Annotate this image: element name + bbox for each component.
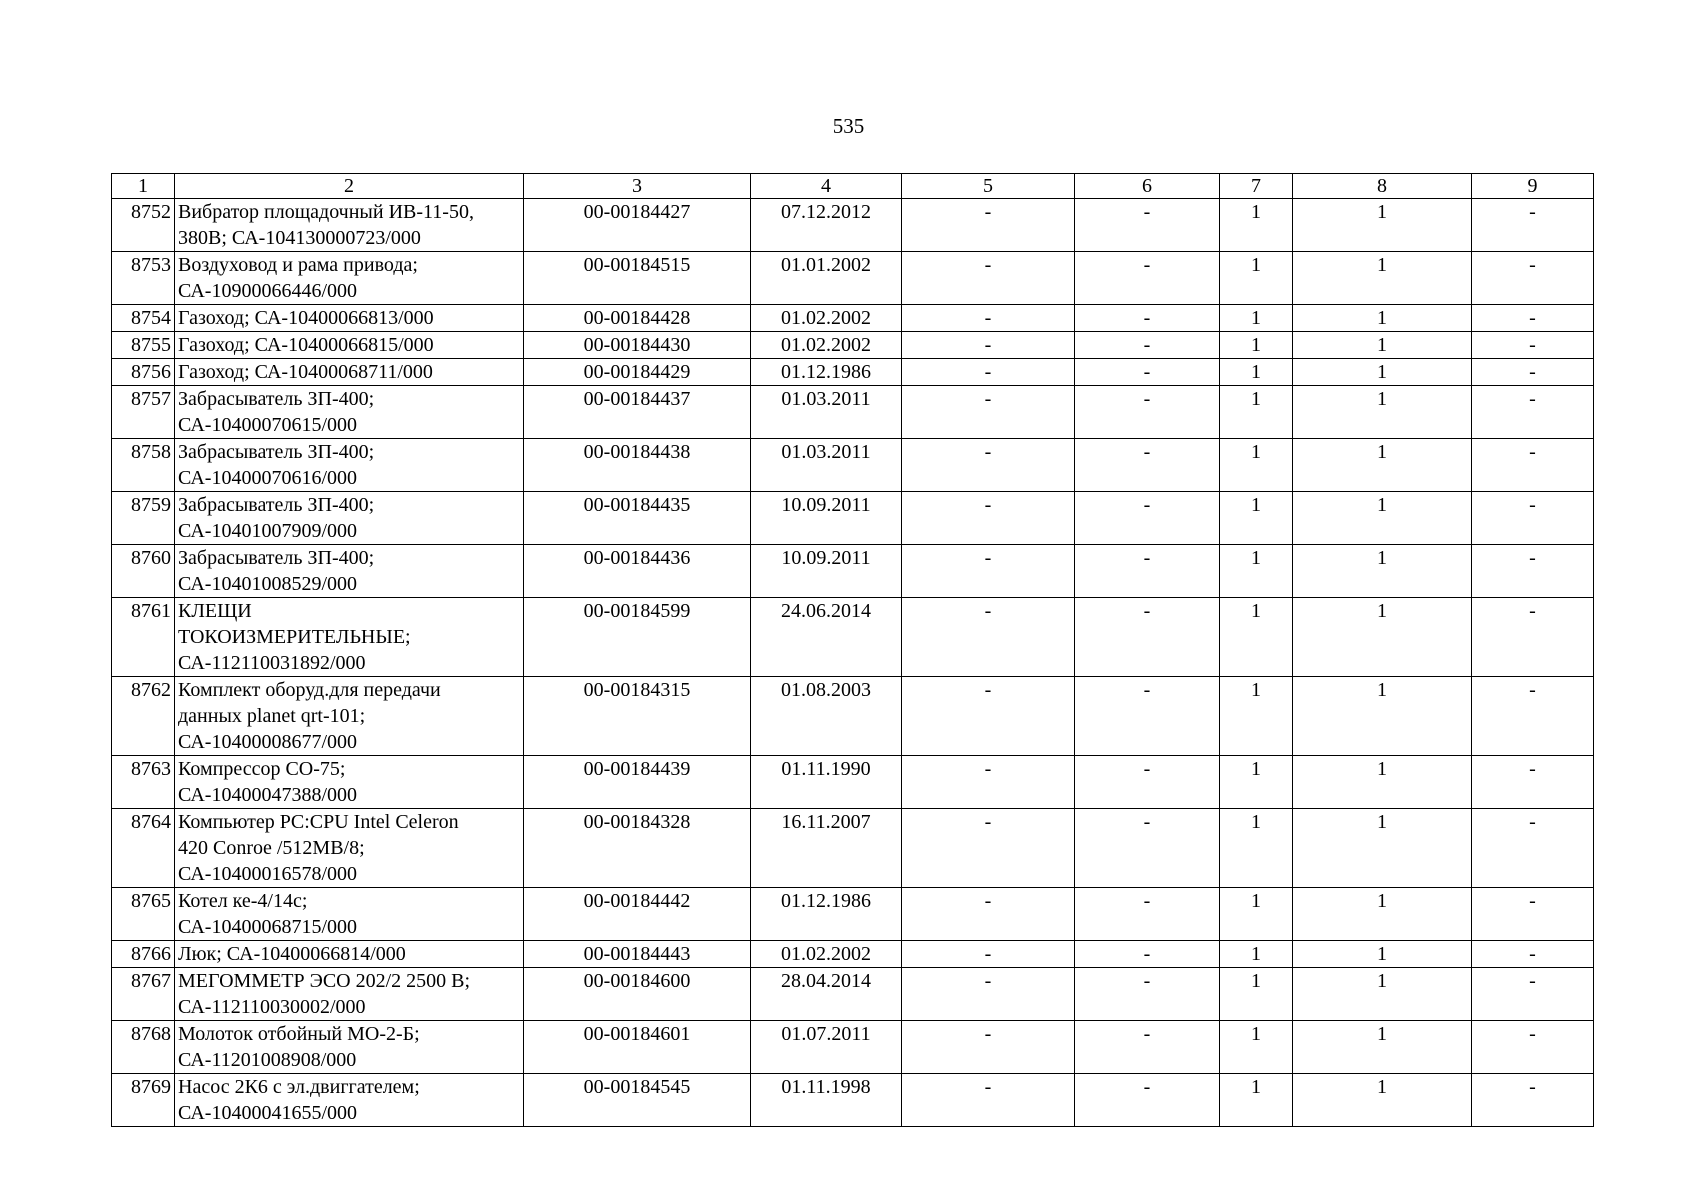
item-name-line: Газоход; СА-10400066813/000 <box>178 307 434 329</box>
col-9-value: - <box>1472 1074 1594 1127</box>
item-name-line: ТОКОИЗМЕРИТЕЛЬНЫЕ; <box>178 626 411 648</box>
col-5-value: - <box>902 545 1075 598</box>
col-8-value: 1 <box>1293 809 1472 888</box>
date: 01.11.1990 <box>751 756 902 809</box>
col-6-value: - <box>1075 1074 1220 1127</box>
table-row <box>112 439 1594 492</box>
col-6-value: - <box>1075 968 1220 1021</box>
item-name <box>175 809 524 888</box>
inventory-number: 00-00184515 <box>524 252 751 305</box>
col-9-value: - <box>1472 199 1594 252</box>
item-name <box>175 888 524 941</box>
col-5-value: - <box>902 809 1075 888</box>
header-col-9: 9 <box>1472 174 1594 199</box>
col-8-value: 1 <box>1293 332 1472 359</box>
header-col-4: 4 <box>751 174 902 199</box>
row-number: 8752 <box>112 199 175 252</box>
col-9-value: - <box>1472 1021 1594 1074</box>
item-name-line: Компрессор СО-75; <box>178 758 346 780</box>
item-name <box>175 252 524 305</box>
item-name-line: 420 Conroe /512MB/8; <box>178 837 365 859</box>
row-number: 8768 <box>112 1021 175 1074</box>
col-8-value: 1 <box>1293 439 1472 492</box>
item-name <box>175 941 524 968</box>
item-name-line: МЕГОММЕТР ЭСО 202/2 2500 В; <box>178 970 471 992</box>
item-name-line: Забрасыватель ЗП-400; <box>178 388 375 410</box>
item-name-line: СА-112110031892/000 <box>178 652 366 674</box>
inventory-number: 00-00184601 <box>524 1021 751 1074</box>
col-9-value: - <box>1472 888 1594 941</box>
header-col-2: 2 <box>175 174 524 199</box>
row-number: 8765 <box>112 888 175 941</box>
col-7-value: 1 <box>1220 492 1293 545</box>
inventory-number: 00-00184429 <box>524 359 751 386</box>
row-number: 8758 <box>112 439 175 492</box>
header-col-6: 6 <box>1075 174 1220 199</box>
header-row <box>112 174 1594 199</box>
col-8-value: 1 <box>1293 1074 1472 1127</box>
col-9-value: - <box>1472 677 1594 756</box>
item-name-line: СА-10400008677/000 <box>178 731 358 753</box>
row-number: 8763 <box>112 756 175 809</box>
col-6-value: - <box>1075 386 1220 439</box>
date: 10.09.2011 <box>751 492 902 545</box>
row-number: 8756 <box>112 359 175 386</box>
item-name-line: Вибратор площадочный ИВ-11-50, <box>178 201 474 223</box>
table-row <box>112 359 1594 386</box>
row-number: 8759 <box>112 492 175 545</box>
item-name-line: Компьютер PC:CPU Intel Celeron <box>178 811 459 833</box>
date: 01.07.2011 <box>751 1021 902 1074</box>
item-name-line: СА-10900066446/000 <box>178 280 358 302</box>
col-5-value: - <box>902 199 1075 252</box>
col-9-value: - <box>1472 439 1594 492</box>
table-row <box>112 332 1594 359</box>
date: 24.06.2014 <box>751 598 902 677</box>
col-9-value: - <box>1472 968 1594 1021</box>
item-name-line: СА-10401007909/000 <box>178 520 358 542</box>
item-name <box>175 1074 524 1127</box>
col-5-value: - <box>902 386 1075 439</box>
inventory-number: 00-00184315 <box>524 677 751 756</box>
table-row <box>112 941 1594 968</box>
item-name-line: СА-10400070616/000 <box>178 467 358 489</box>
col-7-value: 1 <box>1220 1074 1293 1127</box>
item-name-line: Комплект оборуд.для передачи <box>178 679 441 701</box>
col-6-value: - <box>1075 492 1220 545</box>
table-row <box>112 492 1594 545</box>
col-6-value: - <box>1075 545 1220 598</box>
inventory-number: 00-00184435 <box>524 492 751 545</box>
item-name-line: 380В; СА-104130000723/000 <box>178 227 421 249</box>
date: 01.11.1998 <box>751 1074 902 1127</box>
col-5-value: - <box>902 439 1075 492</box>
col-8-value: 1 <box>1293 386 1472 439</box>
item-name-line: СА-10400016578/000 <box>178 863 358 885</box>
col-9-value: - <box>1472 305 1594 332</box>
col-6-value: - <box>1075 305 1220 332</box>
table-header <box>112 174 1594 199</box>
item-name <box>175 598 524 677</box>
col-8-value: 1 <box>1293 756 1472 809</box>
col-7-value: 1 <box>1220 809 1293 888</box>
table-row <box>112 677 1594 756</box>
table-row <box>112 598 1594 677</box>
col-8-value: 1 <box>1293 888 1472 941</box>
inventory-number: 00-00184439 <box>524 756 751 809</box>
item-name-line: Молоток отбойный МО-2-Б; <box>178 1023 420 1045</box>
col-7-value: 1 <box>1220 545 1293 598</box>
col-6-value: - <box>1075 677 1220 756</box>
item-name <box>175 332 524 359</box>
item-name <box>175 359 524 386</box>
header-col-1: 1 <box>112 174 175 199</box>
table-row <box>112 1021 1594 1074</box>
col-7-value: 1 <box>1220 598 1293 677</box>
item-name <box>175 439 524 492</box>
col-6-value: - <box>1075 598 1220 677</box>
date: 01.03.2011 <box>751 439 902 492</box>
table-row <box>112 968 1594 1021</box>
col-7-value: 1 <box>1220 941 1293 968</box>
item-name <box>175 199 524 252</box>
item-name-line: Забрасыватель ЗП-400; <box>178 547 375 569</box>
row-number: 8761 <box>112 598 175 677</box>
date: 01.02.2002 <box>751 332 902 359</box>
col-5-value: - <box>902 1021 1075 1074</box>
col-8-value: 1 <box>1293 305 1472 332</box>
inventory-number: 00-00184600 <box>524 968 751 1021</box>
item-name-line: Забрасыватель ЗП-400; <box>178 441 375 463</box>
item-name-line: данных planet qrt-101; <box>178 705 366 727</box>
inventory-number: 00-00184430 <box>524 332 751 359</box>
col-5-value: - <box>902 252 1075 305</box>
col-6-value: - <box>1075 359 1220 386</box>
item-name-line: СА-112110030002/000 <box>178 996 366 1018</box>
date: 01.02.2002 <box>751 305 902 332</box>
item-name-line: Газоход; СА-10400068711/000 <box>178 361 433 383</box>
inventory-number: 00-00184427 <box>524 199 751 252</box>
item-name-line: Насос 2К6 с эл.двиггателем; <box>178 1076 420 1098</box>
row-number: 8757 <box>112 386 175 439</box>
inventory-number: 00-00184599 <box>524 598 751 677</box>
col-6-value: - <box>1075 941 1220 968</box>
inventory-number: 00-00184328 <box>524 809 751 888</box>
col-7-value: 1 <box>1220 359 1293 386</box>
header-col-3: 3 <box>524 174 751 199</box>
row-number: 8754 <box>112 305 175 332</box>
date: 16.11.2007 <box>751 809 902 888</box>
table-row <box>112 305 1594 332</box>
col-7-value: 1 <box>1220 439 1293 492</box>
col-8-value: 1 <box>1293 545 1472 598</box>
inventory-number: 00-00184428 <box>524 305 751 332</box>
col-6-value: - <box>1075 332 1220 359</box>
table-row <box>112 888 1594 941</box>
col-6-value: - <box>1075 439 1220 492</box>
row-number: 8767 <box>112 968 175 1021</box>
col-5-value: - <box>902 492 1075 545</box>
table-row <box>112 545 1594 598</box>
date: 01.08.2003 <box>751 677 902 756</box>
item-name-line: СА-10400047388/000 <box>178 784 358 806</box>
col-9-value: - <box>1472 756 1594 809</box>
col-5-value: - <box>902 941 1075 968</box>
item-name-line: Котел ке-4/14с; <box>178 890 308 912</box>
col-6-value: - <box>1075 888 1220 941</box>
col-6-value: - <box>1075 199 1220 252</box>
col-5-value: - <box>902 677 1075 756</box>
col-5-value: - <box>902 1074 1075 1127</box>
col-9-value: - <box>1472 252 1594 305</box>
row-number: 8760 <box>112 545 175 598</box>
col-6-value: - <box>1075 756 1220 809</box>
row-number: 8766 <box>112 941 175 968</box>
inventory-number: 00-00184443 <box>524 941 751 968</box>
col-8-value: 1 <box>1293 252 1472 305</box>
date: 01.12.1986 <box>751 888 902 941</box>
col-9-value: - <box>1472 359 1594 386</box>
col-7-value: 1 <box>1220 888 1293 941</box>
col-5-value: - <box>902 756 1075 809</box>
col-9-value: - <box>1472 386 1594 439</box>
header-col-7: 7 <box>1220 174 1293 199</box>
header-col-5: 5 <box>902 174 1075 199</box>
date: 01.02.2002 <box>751 941 902 968</box>
col-6-value: - <box>1075 809 1220 888</box>
row-number: 8753 <box>112 252 175 305</box>
item-name <box>175 756 524 809</box>
col-7-value: 1 <box>1220 332 1293 359</box>
table-row <box>112 809 1594 888</box>
col-5-value: - <box>902 598 1075 677</box>
col-7-value: 1 <box>1220 1021 1293 1074</box>
col-7-value: 1 <box>1220 968 1293 1021</box>
table-row <box>112 199 1594 252</box>
table-row <box>112 756 1594 809</box>
header-col-8: 8 <box>1293 174 1472 199</box>
inventory-number: 00-00184442 <box>524 888 751 941</box>
item-name-line: Люк; СА-10400066814/000 <box>178 943 406 965</box>
col-9-value: - <box>1472 598 1594 677</box>
col-5-value: - <box>902 359 1075 386</box>
col-9-value: - <box>1472 545 1594 598</box>
col-8-value: 1 <box>1293 968 1472 1021</box>
item-name-line: СА-11201008908/000 <box>178 1049 357 1071</box>
inventory-number: 00-00184437 <box>524 386 751 439</box>
inventory-table <box>111 173 1594 1127</box>
item-name-line: СА-10401008529/000 <box>178 573 358 595</box>
item-name <box>175 968 524 1021</box>
item-name <box>175 1021 524 1074</box>
date: 01.03.2011 <box>751 386 902 439</box>
item-name-line: СА-10400070615/000 <box>178 414 358 436</box>
col-8-value: 1 <box>1293 677 1472 756</box>
col-8-value: 1 <box>1293 199 1472 252</box>
table-body <box>112 199 1594 1127</box>
col-9-value: - <box>1472 492 1594 545</box>
col-8-value: 1 <box>1293 598 1472 677</box>
date: 28.04.2014 <box>751 968 902 1021</box>
table-row <box>112 386 1594 439</box>
col-5-value: - <box>902 888 1075 941</box>
inventory-number: 00-00184545 <box>524 1074 751 1127</box>
item-name <box>175 386 524 439</box>
col-7-value: 1 <box>1220 305 1293 332</box>
col-9-value: - <box>1472 809 1594 888</box>
col-5-value: - <box>902 305 1075 332</box>
row-number: 8769 <box>112 1074 175 1127</box>
item-name <box>175 677 524 756</box>
col-8-value: 1 <box>1293 1021 1472 1074</box>
item-name-line: Воздуховод и рама привода; <box>178 254 418 276</box>
item-name <box>175 492 524 545</box>
inventory-number: 00-00184438 <box>524 439 751 492</box>
col-7-value: 1 <box>1220 677 1293 756</box>
item-name-line: СА-10400068715/000 <box>178 916 358 938</box>
col-7-value: 1 <box>1220 756 1293 809</box>
row-number: 8762 <box>112 677 175 756</box>
date: 01.12.1986 <box>751 359 902 386</box>
date: 01.01.2002 <box>751 252 902 305</box>
item-name-line: Газоход; СА-10400066815/000 <box>178 334 434 356</box>
table-row <box>112 252 1594 305</box>
col-7-value: 1 <box>1220 386 1293 439</box>
item-name-line: СА-10400041655/000 <box>178 1102 358 1124</box>
item-name <box>175 545 524 598</box>
item-name-line: Забрасыватель ЗП-400; <box>178 494 375 516</box>
col-7-value: 1 <box>1220 199 1293 252</box>
page-number: 535 <box>832 114 865 138</box>
table-row <box>112 1074 1594 1127</box>
col-9-value: - <box>1472 941 1594 968</box>
col-6-value: - <box>1075 252 1220 305</box>
col-7-value: 1 <box>1220 252 1293 305</box>
col-8-value: 1 <box>1293 492 1472 545</box>
inventory-number: 00-00184436 <box>524 545 751 598</box>
col-8-value: 1 <box>1293 941 1472 968</box>
date: 07.12.2012 <box>751 199 902 252</box>
col-9-value: - <box>1472 332 1594 359</box>
row-number: 8755 <box>112 332 175 359</box>
col-5-value: - <box>902 332 1075 359</box>
date: 10.09.2011 <box>751 545 902 598</box>
row-number: 8764 <box>112 809 175 888</box>
col-8-value: 1 <box>1293 359 1472 386</box>
col-5-value: - <box>902 968 1075 1021</box>
item-name <box>175 305 524 332</box>
col-6-value: - <box>1075 1021 1220 1074</box>
item-name-line: КЛЕЩИ <box>178 600 252 622</box>
